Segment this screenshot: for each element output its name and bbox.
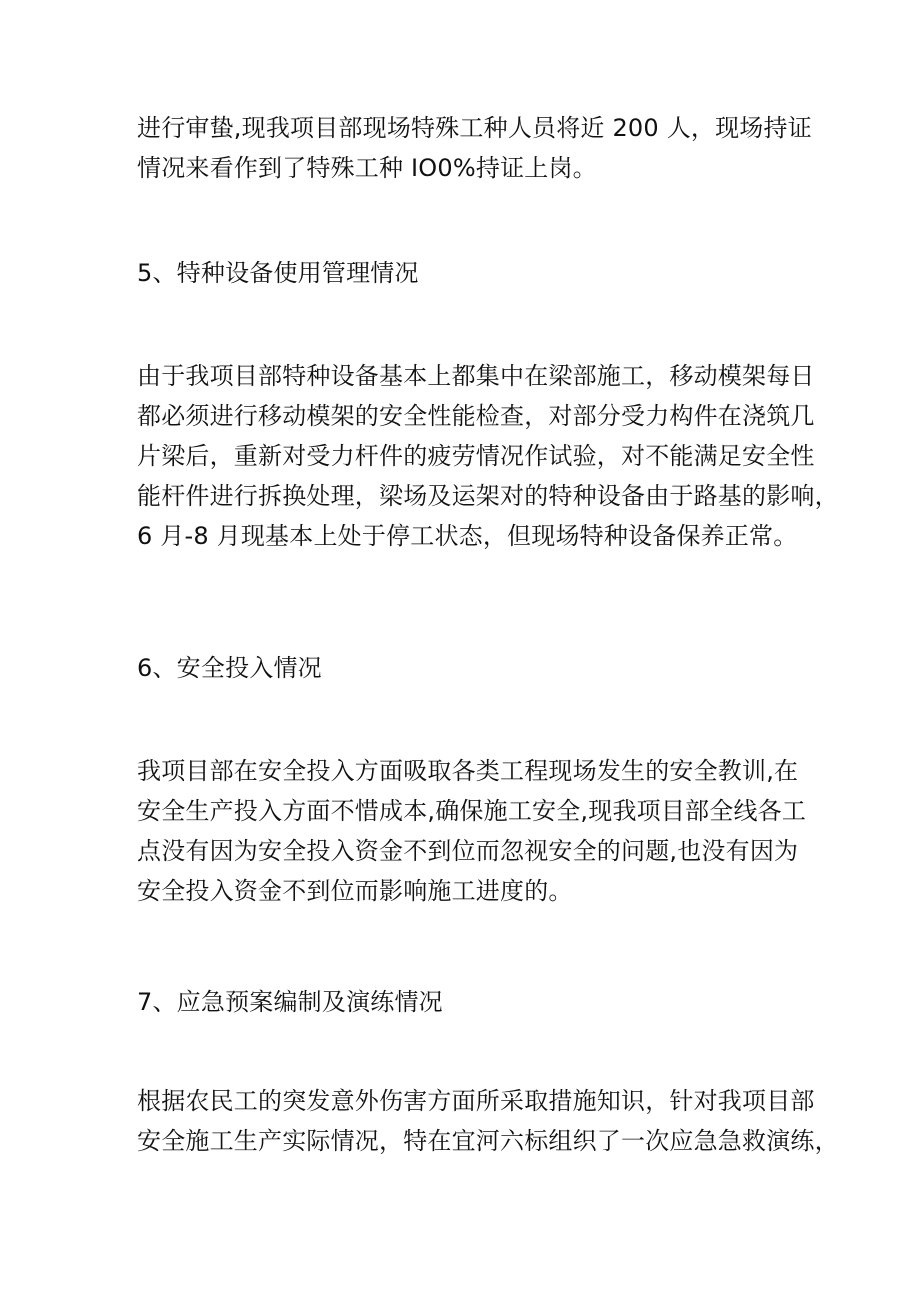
heading-text: 5、特种设备使用管理情况	[137, 259, 419, 287]
paragraph-line: 情况来看作到了特殊工种 IO0%持证上岗。	[137, 154, 597, 182]
paragraph-line: 片梁后，重新对受力杆件的疲劳情况作试验，对不能满足安全性	[137, 442, 815, 470]
heading-text: 7、应急预案编制及演练情况	[137, 988, 443, 1016]
paragraph-line: 点没有因为安全投入资金不到位而忽视安全的问题,也没有因为	[137, 837, 799, 865]
paragraph-line: 由于我项目部特种设备基本上都集中在梁部施工，移动模架每日	[137, 362, 815, 390]
paragraph-line: 安全生产投入方面不惜成本,确保施工安全,现我项目部全线各工	[137, 797, 807, 825]
paragraph-line: 进行审蛰,现我项目部现场特殊工种人员将近 200 人，现场持证	[137, 114, 812, 142]
paragraph-line: 我项目部在安全投入方面吸取各类工程现场发生的安全教训,在	[137, 757, 799, 785]
paragraph-line: 安全投入资金不到位而影响施工进度的。	[137, 877, 573, 905]
paragraph-line: 安全施工生产实际情况，特在宜河六标组织了一次应急急救演练，	[137, 1127, 839, 1155]
section-heading-6	[137, 648, 797, 688]
paragraph-special-equipment	[137, 356, 839, 556]
paragraph-line: 根据农民工的突发意外伤害方面所采取措施知识，针对我项目部	[137, 1087, 815, 1115]
paragraph-line: 6 月-8 月现基本上处于停工状态，但现场特种设备保养正常。	[137, 522, 798, 550]
paragraph-emergency-plan	[137, 1081, 839, 1161]
section-heading-5	[137, 253, 797, 293]
paragraph-intro	[137, 108, 812, 188]
paragraph-line: 都必须进行移动模架的安全性能检查，对部分受力构件在浇筑几	[137, 402, 815, 430]
heading-text: 6、安全投入情况	[137, 654, 322, 682]
paragraph-safety-investment	[137, 751, 807, 911]
paragraph-line: 能杆件进行拆换处理，梁场及运架对的特种设备由于路基的影响，	[137, 482, 839, 510]
section-heading-7	[137, 982, 797, 1022]
